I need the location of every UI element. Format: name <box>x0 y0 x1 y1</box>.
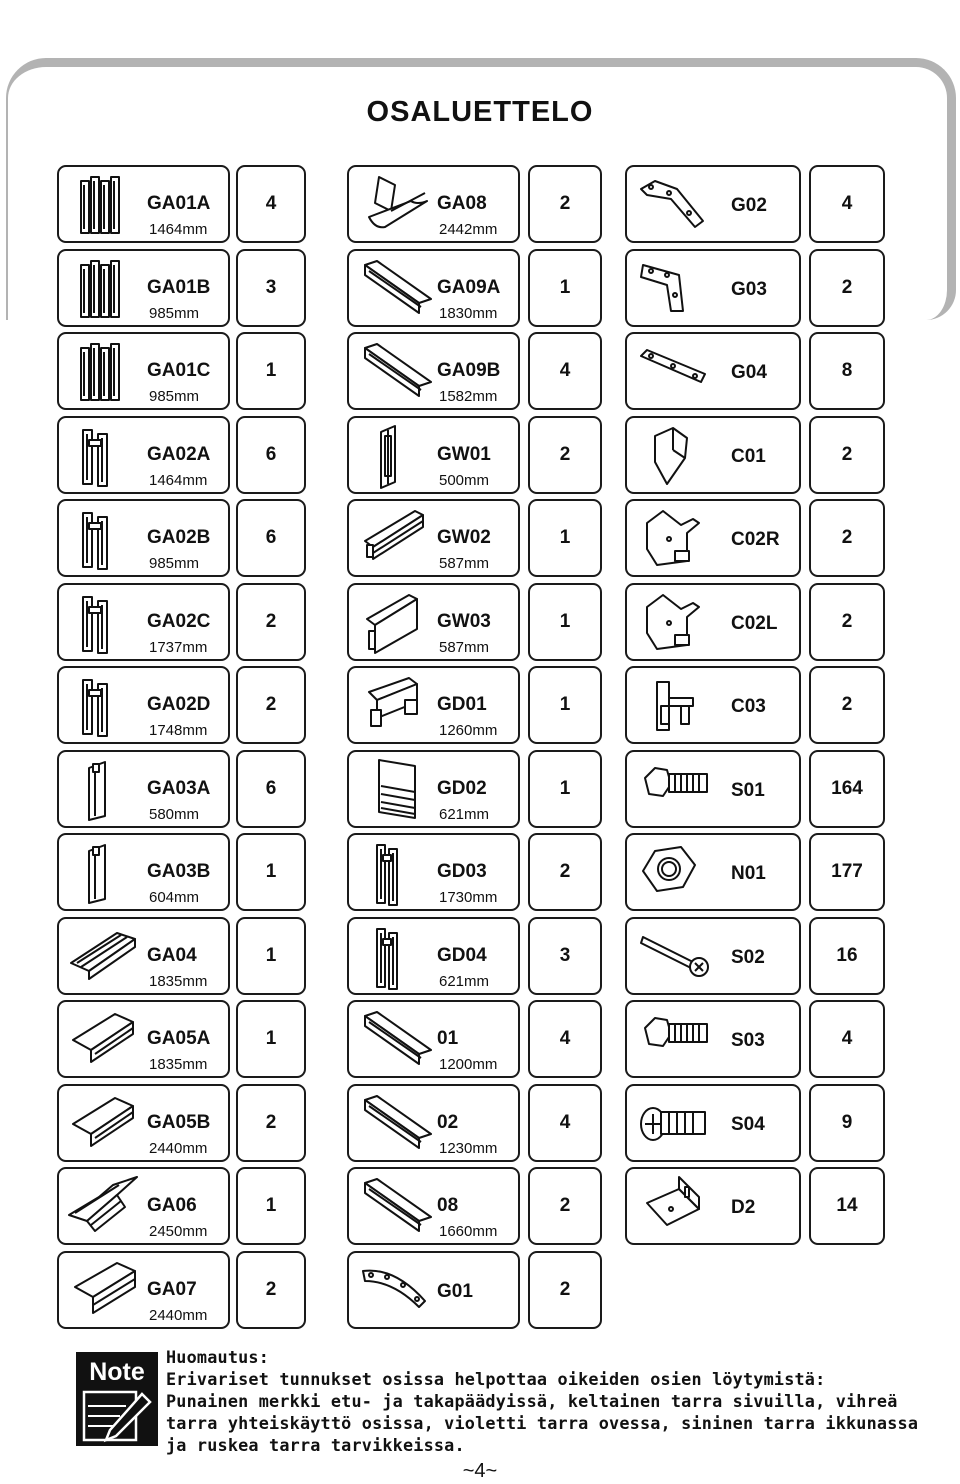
part-length: 985mm <box>149 555 200 572</box>
part-cell <box>57 833 230 911</box>
part-quantity: 3 <box>265 276 277 298</box>
part-cell <box>57 1000 230 1078</box>
note-text <box>166 1346 946 1456</box>
part-quantity: 2 <box>841 527 853 548</box>
part-code: GA03B <box>147 861 211 882</box>
part-length: 985mm <box>149 388 200 405</box>
part-code: GA02A <box>147 443 211 465</box>
part-length: 1200mm <box>439 1056 498 1073</box>
part-quantity: 4 <box>265 193 277 214</box>
side-rail-icon <box>65 1257 141 1326</box>
part-code: C03 <box>731 696 766 717</box>
l-bracket-icon <box>633 255 713 320</box>
window-rail-icon <box>355 505 431 574</box>
part-quantity: 1 <box>265 1195 277 1216</box>
part-quantity: 1 <box>265 360 277 381</box>
part-quantity: 4 <box>559 1028 571 1049</box>
part-code: S01 <box>731 779 765 801</box>
part-cell <box>347 249 520 327</box>
part-cell <box>347 833 520 911</box>
part-quantity: 2 <box>559 1195 571 1216</box>
quantity-cell <box>528 666 602 744</box>
part-length: 1737mm <box>149 638 208 656</box>
part-code: GW03 <box>437 610 491 632</box>
quantity-cell <box>809 416 885 494</box>
part-cell <box>347 1251 520 1329</box>
part-quantity: 177 <box>831 861 863 882</box>
part-quantity: 4 <box>841 1028 853 1049</box>
part-code: S03 <box>731 1030 765 1051</box>
base-rail-icon <box>65 923 141 988</box>
part-length: 1730mm <box>439 889 498 906</box>
part-length: 1260mm <box>439 722 498 739</box>
part-code: GA06 <box>147 1195 197 1216</box>
part-quantity: 14 <box>836 1195 858 1216</box>
part-cell <box>625 1000 801 1078</box>
part-code: GW02 <box>437 527 491 548</box>
part-cell <box>57 750 230 828</box>
part-quantity: 2 <box>265 694 277 715</box>
part-quantity: 2 <box>559 193 571 214</box>
part-quantity: 9 <box>841 1111 853 1133</box>
gable-bracket-icon <box>633 505 713 580</box>
gable-bracket-icon <box>633 589 713 664</box>
ridge-rail-icon <box>65 1173 141 1242</box>
part-cell <box>347 165 520 243</box>
part-length: 621mm <box>439 805 490 823</box>
part-quantity: 16 <box>836 944 858 966</box>
part-quantity: 2 <box>841 694 853 715</box>
part-code: 02 <box>437 1111 459 1133</box>
part-code: GA02B <box>147 527 211 548</box>
part-cell <box>347 1000 520 1078</box>
part-code: C01 <box>731 445 766 467</box>
note-line: ja ruskea tarra tarvikkeissa. <box>166 1435 465 1455</box>
part-length: 1835mm <box>149 972 208 990</box>
part-quantity: 2 <box>841 276 853 298</box>
bent-bracket-icon <box>633 171 713 236</box>
part-length: 1835mm <box>149 1056 208 1073</box>
curved-bracket-icon <box>355 1257 435 1318</box>
strap-bracket-icon <box>633 338 713 399</box>
quantity-cell <box>528 583 602 661</box>
part-quantity: 2 <box>559 861 571 882</box>
note-heading: Huomautus: <box>166 1347 270 1367</box>
quantity-cell <box>236 1000 306 1078</box>
angle-rail-icon <box>65 1090 141 1155</box>
long-rail-icon <box>355 255 435 322</box>
quantity-cell <box>809 666 885 744</box>
quantity-cell <box>809 332 885 410</box>
part-code: GA09A <box>437 276 501 298</box>
quantity-cell <box>236 750 306 828</box>
flat-profile-icon <box>65 756 129 827</box>
part-cell <box>57 583 230 661</box>
quantity-cell <box>809 249 885 327</box>
h-profile-icon <box>65 589 129 660</box>
part-quantity: 4 <box>559 360 571 381</box>
part-code: GA04 <box>147 944 197 966</box>
part-quantity: 1 <box>559 694 571 715</box>
part-cell <box>347 1084 520 1162</box>
part-quantity: 2 <box>265 610 277 632</box>
part-length: 2450mm <box>149 1223 208 1240</box>
part-code: 08 <box>437 1195 459 1216</box>
part-cell <box>347 1167 520 1245</box>
part-cell <box>57 1084 230 1162</box>
quantity-cell <box>528 165 602 243</box>
door-panel-icon <box>355 756 431 831</box>
part-code: GA01C <box>147 360 211 381</box>
part-length: 1748mm <box>149 722 208 739</box>
part-cell <box>57 666 230 744</box>
part-code: GA05A <box>147 1028 211 1049</box>
part-length: 1230mm <box>439 1139 498 1157</box>
h-profile-icon <box>65 505 129 576</box>
quantity-cell <box>528 1084 602 1162</box>
quantity-cell <box>809 750 885 828</box>
part-cell <box>57 165 230 243</box>
part-length: 2440mm <box>149 1139 208 1157</box>
tall-profile-icon <box>65 338 129 409</box>
part-cell <box>625 499 801 577</box>
part-code: GD03 <box>437 861 487 882</box>
part-cell <box>625 249 801 327</box>
part-code: GA09B <box>437 360 501 381</box>
quantity-cell <box>236 165 306 243</box>
part-code: C02R <box>731 529 780 550</box>
part-quantity: 2 <box>559 443 571 465</box>
part-quantity: 4 <box>559 1111 571 1133</box>
part-cell <box>347 666 520 744</box>
door-track-icon <box>355 672 431 741</box>
window-frame-icon <box>355 589 431 664</box>
hex-bolt-icon <box>633 756 713 821</box>
part-code: C02L <box>731 612 778 634</box>
part-length: 2442mm <box>439 221 498 238</box>
note-icon <box>76 1352 158 1446</box>
part-length: 500mm <box>439 471 490 489</box>
part-code: D2 <box>731 1197 756 1218</box>
quantity-cell <box>528 416 602 494</box>
quantity-cell <box>236 332 306 410</box>
part-length: 1464mm <box>149 221 208 238</box>
quantity-cell <box>809 1000 885 1078</box>
part-code: G02 <box>731 195 767 216</box>
part-code: N01 <box>731 863 766 884</box>
part-quantity: 2 <box>265 1111 277 1133</box>
part-quantity: 1 <box>265 944 277 966</box>
part-quantity: 3 <box>559 944 571 966</box>
part-quantity: 4 <box>841 193 853 214</box>
h-profile-icon <box>65 422 129 493</box>
quantity-cell <box>809 917 885 995</box>
part-cell <box>625 666 801 744</box>
long-rail-icon <box>355 1006 435 1073</box>
quantity-cell <box>528 1251 602 1329</box>
screw-icon <box>633 923 713 984</box>
part-cell <box>625 750 801 828</box>
part-quantity: 1 <box>265 861 277 882</box>
part-length: 1464mm <box>149 471 208 489</box>
part-quantity: 6 <box>265 527 277 548</box>
quantity-cell <box>236 1167 306 1245</box>
part-code: 01 <box>437 1028 459 1049</box>
angle-bracket-icon <box>633 1173 713 1242</box>
part-quantity: 2 <box>841 610 853 632</box>
part-quantity: 1 <box>559 610 571 632</box>
part-cell <box>57 917 230 995</box>
part-cell <box>57 1167 230 1245</box>
part-quantity: 6 <box>265 443 277 465</box>
window-profile-icon <box>355 422 419 497</box>
part-length: 604mm <box>149 889 200 906</box>
part-cell <box>57 249 230 327</box>
clip-icon <box>633 672 713 747</box>
quantity-cell <box>528 1000 602 1078</box>
door-profile-icon <box>355 923 419 998</box>
quantity-cell <box>236 666 306 744</box>
note-line: tarra yhteiskäyttö osissa, violetti tarra ovessa, sininen tarra ikkunassa <box>166 1413 919 1433</box>
part-code: GW01 <box>437 443 491 465</box>
tall-profile-icon <box>65 171 129 242</box>
part-length: 1830mm <box>439 304 498 322</box>
page-number: ~4~ <box>462 1460 498 1482</box>
long-rail-icon <box>355 1090 435 1157</box>
gutter-icon <box>355 171 431 242</box>
quantity-cell <box>528 499 602 577</box>
part-cell <box>347 499 520 577</box>
part-length: 1660mm <box>439 1223 498 1240</box>
quantity-cell <box>236 249 306 327</box>
quantity-cell <box>528 833 602 911</box>
part-code: GA08 <box>437 193 487 214</box>
part-cell <box>625 332 801 410</box>
quantity-cell <box>809 833 885 911</box>
part-quantity: 2 <box>265 1278 277 1300</box>
part-quantity: 2 <box>559 1278 571 1300</box>
part-code: G03 <box>731 278 767 300</box>
part-code: G01 <box>437 1280 473 1302</box>
part-cell <box>57 499 230 577</box>
part-quantity: 1 <box>559 777 571 799</box>
quantity-cell <box>236 833 306 911</box>
quantity-cell <box>809 499 885 577</box>
quantity-cell <box>528 332 602 410</box>
part-quantity: 2 <box>841 443 853 465</box>
angle-rail-icon <box>65 1006 141 1071</box>
note-icon-label: Note <box>89 1358 145 1386</box>
part-code: GA03A <box>147 777 211 799</box>
part-cell <box>57 332 230 410</box>
tall-profile-icon <box>65 255 129 326</box>
part-cell <box>347 332 520 410</box>
part-cell <box>347 416 520 494</box>
part-cell <box>625 833 801 911</box>
part-code: GD02 <box>437 777 487 799</box>
part-quantity: 8 <box>841 360 853 381</box>
part-code: S02 <box>731 946 765 968</box>
part-length: 985mm <box>149 304 200 322</box>
part-quantity: 1 <box>559 276 571 298</box>
cross-bolt-icon <box>633 1090 713 1155</box>
note-line: Punainen merkki etu- ja takapäädyissä, keltainen tarra sivuilla, vihreä <box>166 1391 898 1411</box>
part-code: GD04 <box>437 944 487 966</box>
h-profile-icon <box>65 672 129 743</box>
corner-cap-icon <box>633 422 713 497</box>
part-quantity: 1 <box>559 527 571 548</box>
quantity-cell <box>236 1251 306 1329</box>
quantity-cell <box>236 1084 306 1162</box>
hex-bolt-icon <box>633 1006 713 1071</box>
quantity-cell <box>809 1167 885 1245</box>
part-cell <box>625 917 801 995</box>
part-code: GA05B <box>147 1111 211 1133</box>
part-cell <box>625 165 801 243</box>
part-code: G04 <box>731 362 767 383</box>
part-code: GA07 <box>147 1278 197 1300</box>
flat-profile-icon <box>65 839 129 910</box>
quantity-cell <box>528 249 602 327</box>
part-length: 2440mm <box>149 1306 208 1324</box>
part-length: 621mm <box>439 972 490 990</box>
part-quantity: 164 <box>831 777 863 799</box>
part-cell <box>347 750 520 828</box>
quantity-cell <box>528 917 602 995</box>
part-code: S04 <box>731 1113 765 1135</box>
part-cell <box>625 416 801 494</box>
quantity-cell <box>809 583 885 661</box>
part-code: GA02C <box>147 610 211 632</box>
quantity-cell <box>528 1167 602 1245</box>
quantity-cell <box>809 1084 885 1162</box>
quantity-cell <box>528 750 602 828</box>
part-code: GA01B <box>147 276 211 298</box>
part-length: 580mm <box>149 805 200 823</box>
quantity-cell <box>236 416 306 494</box>
quantity-cell <box>809 165 885 243</box>
door-profile-icon <box>355 839 419 914</box>
part-quantity: 6 <box>265 777 277 799</box>
part-cell <box>57 1251 230 1329</box>
part-length: 1582mm <box>439 388 498 405</box>
pencil-icon <box>76 1352 158 1446</box>
part-code: GD01 <box>437 694 487 715</box>
part-length: 587mm <box>439 638 490 656</box>
part-cell <box>625 1084 801 1162</box>
part-length: 587mm <box>439 555 490 572</box>
part-cell <box>57 416 230 494</box>
part-cell <box>347 917 520 995</box>
part-cell <box>625 583 801 661</box>
part-code: GA02D <box>147 694 211 715</box>
long-rail-icon <box>355 1173 435 1240</box>
hex-nut-icon <box>633 839 713 904</box>
part-cell <box>347 583 520 661</box>
part-cell <box>625 1167 801 1245</box>
note-line: Erivariset tunnukset osissa helpottaa oikeiden osien löytymistä: <box>166 1369 826 1389</box>
long-rail-icon <box>355 338 435 405</box>
part-quantity: 1 <box>265 1028 277 1049</box>
quantity-cell <box>236 499 306 577</box>
page-title: OSALUETTELO <box>366 96 594 128</box>
quantity-cell <box>236 917 306 995</box>
quantity-cell <box>236 583 306 661</box>
part-code: GA01A <box>147 193 211 214</box>
